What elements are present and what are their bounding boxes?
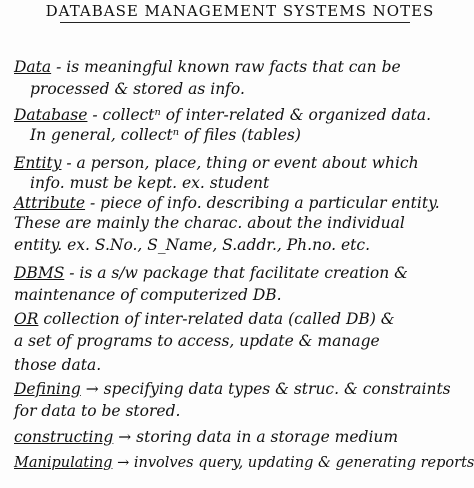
note-text: - piece of info. describing a particular entity.	[85, 194, 440, 212]
note-term: constructing	[14, 428, 114, 446]
note-line	[14, 214, 464, 232]
note-text: In general, collectⁿ of files (tables)	[30, 126, 301, 144]
note-term: Entity	[14, 154, 62, 172]
note-line	[14, 154, 464, 172]
note-line	[14, 332, 464, 350]
note-text: entity. ex. S.No., S_Name, S.addr., Ph.no. etc.	[14, 236, 370, 254]
note-line	[14, 402, 464, 420]
note-term: OR	[14, 310, 39, 328]
note-text: - collectⁿ of inter-related & organized data.	[87, 106, 432, 124]
note-text: those data.	[14, 356, 102, 374]
note-line	[14, 58, 464, 76]
note-line	[14, 264, 464, 282]
note-text: collection of inter-related data (called DB) &	[38, 310, 395, 328]
note-term: DBMS	[14, 264, 65, 282]
note-line	[14, 106, 464, 124]
note-text: - is a s/w package that facilitate creation &	[64, 264, 408, 282]
note-line	[30, 126, 474, 144]
note-term: Manipulating	[14, 455, 113, 471]
note-text: processed & stored as info.	[30, 80, 245, 98]
note-text: → involves query, updating & generating reports	[112, 455, 474, 471]
note-text: for data to be stored.	[14, 402, 181, 420]
note-line	[14, 194, 464, 212]
note-text: → storing data in a storage medium	[113, 428, 399, 446]
note-line	[14, 428, 464, 446]
note-line	[30, 80, 474, 98]
note-line	[14, 236, 464, 254]
note-text: - a person, place, thing or event about which	[61, 154, 419, 172]
note-text: → specifying data types & struc. & constraints	[80, 380, 451, 398]
note-term: Attribute	[14, 194, 86, 212]
note-term: Database	[14, 106, 88, 124]
page-title: DATABASE MANAGEMENT SYSTEMS NOTES	[45, 2, 435, 20]
note-line	[14, 310, 464, 328]
note-term: Data	[14, 58, 52, 76]
note-text: a set of programs to access, update & manage	[14, 332, 380, 350]
note-text: - is meaningful known raw facts that can be	[51, 58, 401, 76]
note-text: maintenance of computerized DB.	[14, 286, 282, 304]
note-text: These are mainly the charac. about the individual	[14, 214, 405, 232]
title-underline	[60, 22, 410, 23]
note-line	[14, 380, 464, 398]
note-text: info. must be kept. ex. student	[30, 174, 270, 192]
note-line	[14, 356, 464, 374]
note-line	[14, 286, 464, 304]
note-line	[30, 174, 474, 192]
note-line	[14, 454, 474, 472]
note-term: Defining	[14, 380, 81, 398]
